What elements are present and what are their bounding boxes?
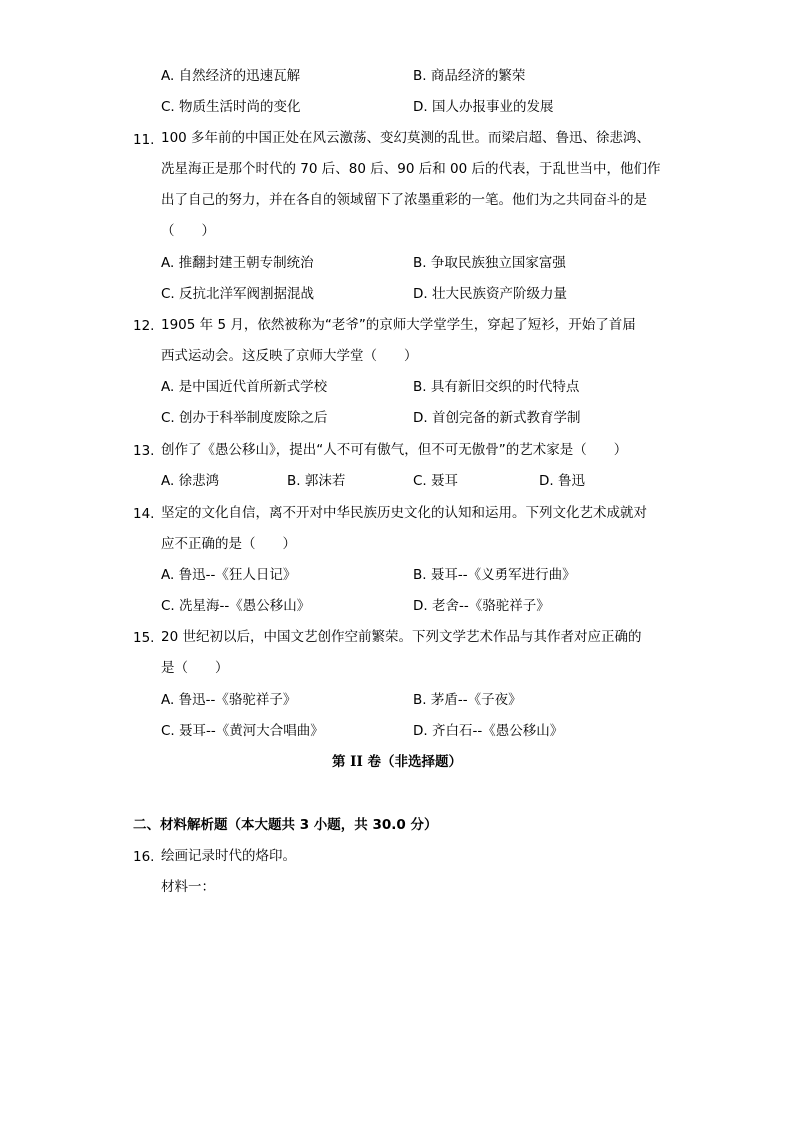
q13-line-1: 创作了《愚公移山》，提出“人不可有傲气，但不可无傲骨”的艺术家是（ ） <box>161 442 628 458</box>
q11-line-1: 100 多年前的中国正处在风云激荡、变幻莫测的乱世。而梁启超、鲁迅、徐悲鸿、 <box>161 130 651 146</box>
q14-option-d: D. 老舍--《骆驼祥子》 <box>413 598 550 614</box>
q11-option-a: A. 推翻封建王朝专制统治 <box>161 255 314 271</box>
question-number-16: 16. <box>133 849 155 865</box>
q14-line-2: 应不正确的是（ ） <box>161 536 296 552</box>
q15-line-2: 是（ ） <box>161 660 229 676</box>
q14-option-c: C. 冼星海--《愚公移山》 <box>161 598 311 614</box>
q15-option-c: C. 聂耳--《黄河大合唱曲》 <box>161 723 324 739</box>
q16-material-label: 材料一： <box>161 879 215 895</box>
q13-option-b: B. 郭沫若 <box>287 473 346 489</box>
q11-option-c: C. 反抗北洋军阀割据混战 <box>161 286 315 302</box>
q12-line-1: 1905 年 5 月，依然被称为“老爷”的京师大学堂学生，穿起了短衫，开始了首届 <box>161 317 636 333</box>
q12-option-b: B. 具有新旧交织的时代特点 <box>413 379 580 395</box>
q12-option-c: C. 创办于科举制度废除之后 <box>161 410 328 426</box>
q10-option-b: B. 商品经济的繁荣 <box>413 68 526 84</box>
q11-line-3: 出了自己的努力，并在各自的领域留下了浓墨重彩的一笔。他们为之共同奋斗的是 <box>161 192 647 208</box>
question-number-12: 12. <box>133 318 155 334</box>
q11-option-b: B. 争取民族独立国家富强 <box>413 255 566 271</box>
q15-option-b: B. 茅盾--《子夜》 <box>413 692 522 708</box>
q10-option-d: D. 国人办报事业的发展 <box>413 99 554 115</box>
question-number-13: 13. <box>133 443 155 459</box>
part2-title: 第 II 卷（非选择题） <box>331 754 463 770</box>
q14-line-1: 坚定的文化自信，离不开对中华民族历史文化的认知和运用。下列文化艺术成就对 <box>161 505 647 521</box>
q14-option-a: A. 鲁迅--《狂人日记》 <box>161 567 297 583</box>
q15-option-a: A. 鲁迅--《骆驼祥子》 <box>161 692 297 708</box>
q11-option-d: D. 壮大民族资产阶级力量 <box>413 286 567 302</box>
q12-option-a: A. 是中国近代首所新式学校 <box>161 379 328 395</box>
q11-line-4: （ ） <box>161 223 215 239</box>
q13-option-d: D. 鲁迅 <box>539 473 585 489</box>
q13-option-c: C. 聂耳 <box>413 473 459 489</box>
q15-line-1: 20 世纪初以后，中国文艺创作空前繁荣。下列文学艺术作品与其作者对应正确的 <box>161 629 642 645</box>
q11-line-2: 冼星海正是那个时代的 70 后、80 后、90 后和 00 后的代表，于乱世当中，他们作 <box>161 161 661 177</box>
q16-text: 绘画记录时代的烙印。 <box>161 848 296 864</box>
question-number-14: 14. <box>133 506 155 522</box>
q12-option-d: D. 首创完备的新式教育学制 <box>413 410 581 426</box>
q13-option-a: A. 徐悲鸿 <box>161 473 220 489</box>
q10-option-a: A. 自然经济的迅速瓦解 <box>161 68 301 84</box>
q10-option-c: C. 物质生活时尚的变化 <box>161 99 301 115</box>
q14-option-b: B. 聂耳--《义勇军进行曲》 <box>413 567 576 583</box>
q15-option-d: D. 齐白石--《愚公移山》 <box>413 723 564 739</box>
question-number-11: 11. <box>133 132 155 148</box>
question-number-15: 15. <box>133 630 155 646</box>
q12-line-2: 西式运动会。这反映了京师大学堂（ ） <box>161 348 418 364</box>
section2-heading: 二、材料解析题（本大题共 3 小题，共 30.0 分） <box>133 817 438 833</box>
